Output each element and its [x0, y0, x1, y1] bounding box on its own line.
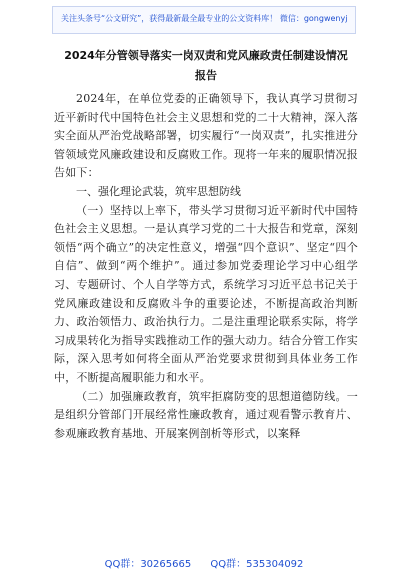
promo-banner-text: 关注头条号“公文研究”，获得最新最全最专业的公文资料库！ 微信：gongwenyj — [61, 14, 347, 23]
qq-group-2: QQ群：535304092 — [210, 559, 304, 570]
title-line-1: 2024年分管领导落实一岗双责和党风廉政责任制建设情况 — [64, 49, 348, 62]
document-body — [54, 46, 358, 443]
top-promo-banner — [52, 6, 356, 34]
title-line-2: 报告 — [195, 69, 217, 82]
footer-contact-banner — [0, 554, 408, 576]
document-title — [54, 46, 358, 86]
body-paragraph-1: （一）坚持以上率下，带头学习贯彻习近平新时代中国特色社会主义思想。一是认真学习党的二十大报告和党章，深刻领悟“两个确立”的决定性意义，增强“四个意识”、坚定“四个自信”、做到“两个维护”。通过参加党委理论学习中心组学习、专题研讨、个人自学等方式，系统学习习近平总书记关于党风廉政建设和反腐败斗争的重要论述，不断提高政治判断力、政治领悟力、政治执行力。二是注重理论联系实际，将学习成果转化为指导实践推动工作的强大动力。结合分管工作实际，深入思考如何将全面从严治党要求贯彻到具体业务工作中，不断提高履职能力和水平。 — [54, 203, 358, 384]
body-paragraph-2: （二）加强廉政教育，筑牢拒腐防变的思想道德防线。一是组织分管部门开展经常性廉政教育，通过观看警示教育片、参观廉政教育基地、开展案例剖析等形式，以案释 — [54, 389, 358, 440]
section-heading-1: 一、强化理论武装，筑牢思想防线 — [76, 184, 241, 198]
intro-paragraph: 2024年，在单位党委的正确领导下，我认真学习贯彻习近平新时代中国特色社会主义思想和党的二十大精神，深入落实全面从严治党战略部署，切实履行“一岗双责”，扎实推进分管领域党风廉政建设和反腐败工作。现将一年来的履职情况报告如下： — [54, 92, 358, 180]
qq-group-1: QQ群：30265665 — [104, 559, 192, 570]
